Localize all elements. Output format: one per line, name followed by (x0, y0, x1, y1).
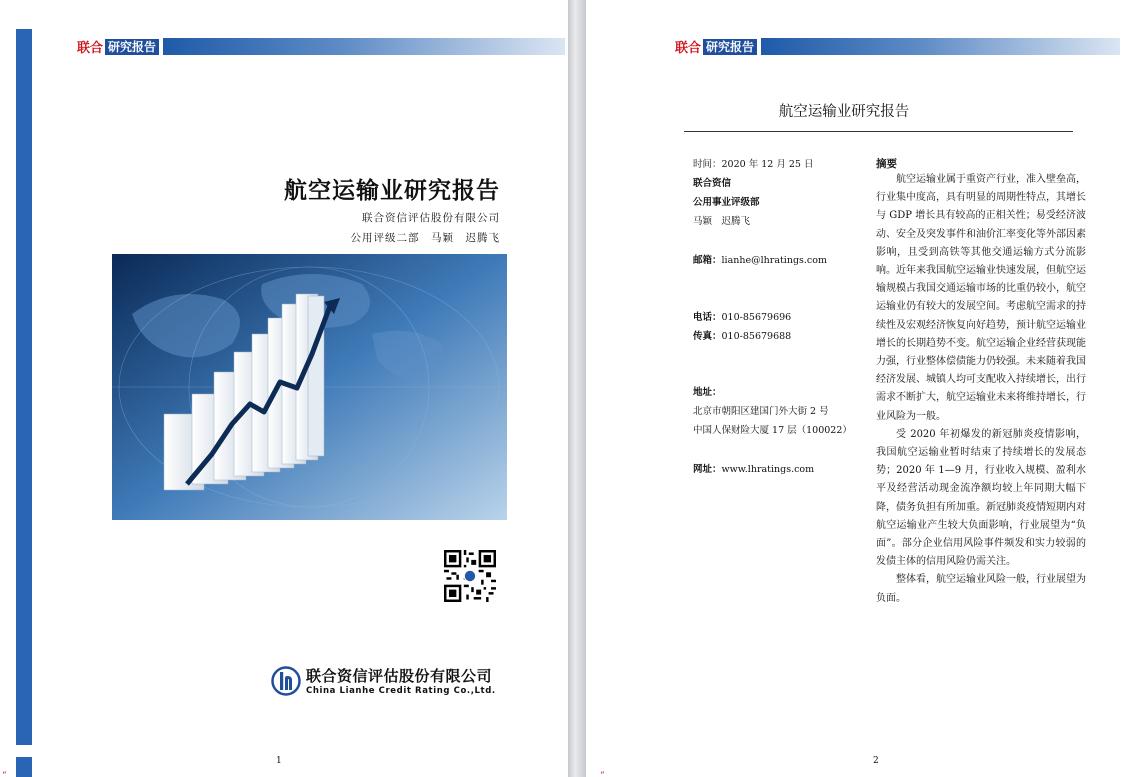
cover-company: 联合资信评估股份有限公司 (362, 212, 500, 224)
author-names: 马颖 迟腾飞 (693, 216, 751, 227)
report-title: 航空运输业研究报告 (778, 104, 910, 120)
banner-gradient-bar (163, 38, 565, 55)
website-value: www.lhratings.com (721, 464, 815, 475)
cover-left-stripe-footer (16, 757, 32, 777)
abstract-paragraph: 航空运输业属于重资产行业，准入壁垒高，行业集中度高，具有明显的周期性特点，其增长与 GDP 增长具有较高的正相关性；易受经济波动、安全及突发事件和油价汇率变化等外部因素影响，且受到高铁等其他交通运输方式分流影响。近年来我国航空运输业快速发展，但航空运输规模占我国交通运输市场的比重仍较小，航空运输业仍有较大的发展空间。考虑航空需求的持续性及宏观经济恢复向好趋势，预计航空运输业增长的长期趋势不变。航空运输企业经营获现能力强，行业整体偿债能力仍较强。未来随着我国经济发展、城镇人均可支配收入持续增长，出行需求不断扩大，航空运输业未来将维持增长，行业风险为一般。 (876, 174, 1086, 422)
qr-code (444, 550, 496, 602)
contact-info-top (693, 155, 813, 231)
report-date: 时间：2020 年 12 月 25 日 (693, 159, 814, 170)
dept-name: 公用事业评级部 (693, 197, 760, 208)
abstract-heading: 摘要 (876, 158, 897, 170)
address-label: 地址： (693, 387, 722, 398)
logo-company-cn: 联合资信评估股份有限公司 (306, 667, 493, 685)
email-line (693, 251, 827, 270)
page-number: 1 (276, 756, 282, 766)
banner-gradient-bar (761, 38, 1120, 55)
abstract-body (876, 171, 1086, 608)
company-logo (271, 665, 496, 696)
abstract-paragraph: 受 2020 年初爆发的新冠肺炎疫情影响，我国航空运输业暂时结束了持续增长的发展态势；2020 年 1—9 月，行业收入规模、盈利水平及经营活动现金流净额均较上年同期大幅下降，债务负担有所加重。新冠肺炎疫情短期内对航空运输业产生较大负面影响，行业展望为“负面”。部分企业信用风险事件频发和实力较弱的发债主体的信用风险仍需关注。 (876, 428, 1086, 568)
email-label: 邮箱： (693, 255, 722, 266)
page-header-banner (77, 38, 568, 55)
footer-note: “ (2, 771, 7, 777)
brand-label-red: 联合 (77, 41, 104, 56)
abstract-paragraph: 整体看，航空运输业风险一般，行业展望为负面。 (876, 574, 1086, 604)
address-line-1: 北京市朝阳区建国门外大街 2 号 (693, 406, 829, 417)
email-value: lianhe@lhratings.com (721, 255, 827, 266)
logo-company-en: China Lianhe Credit Rating Co.,Ltd. (306, 686, 496, 696)
cover-image (112, 254, 507, 520)
page-header-banner (675, 38, 1123, 55)
fax-value: 010-85679688 (721, 331, 792, 342)
website-label: 网址： (693, 464, 722, 475)
page-number: 2 (873, 756, 879, 766)
title-rule (684, 131, 1073, 132)
cover-authors: 公用评级二部 马颖 迟腾飞 (350, 232, 500, 244)
fax-label: 传真： (693, 331, 722, 342)
brand-label-box: 研究报告 (105, 39, 159, 55)
footer-note: “ (600, 771, 605, 777)
phone-label: 电话： (693, 312, 722, 323)
cover-title: 航空运输业研究报告 (284, 178, 500, 204)
phone-value: 010-85679696 (721, 312, 792, 323)
brand-label-red: 联合 (675, 41, 702, 56)
lianhe-logo-icon (271, 666, 301, 696)
cover-left-stripe (16, 29, 32, 745)
org-name: 联合资信 (693, 178, 732, 189)
brand-label-box: 研究报告 (703, 39, 757, 55)
website-line (693, 460, 814, 479)
phone-block (693, 308, 791, 346)
page-gutter (568, 0, 586, 777)
page-2 (586, 0, 1123, 777)
address-block (693, 383, 852, 440)
address-line-2: 中国人保财险大厦 17 层（100022） (693, 425, 852, 436)
